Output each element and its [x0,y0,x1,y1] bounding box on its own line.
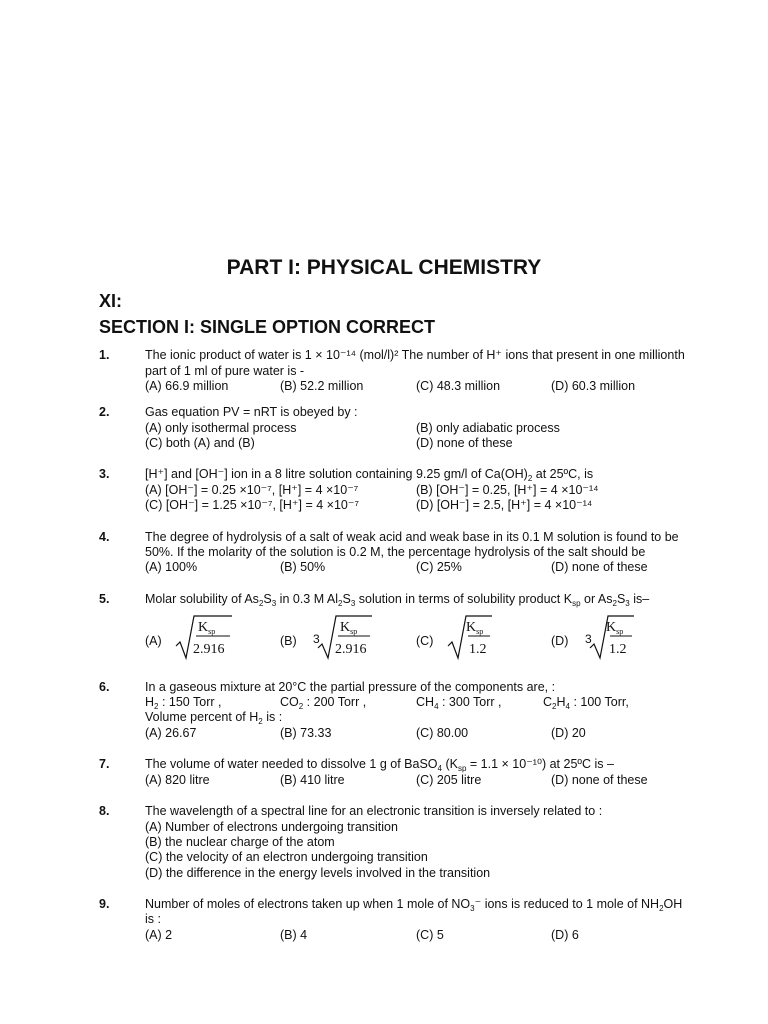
option-a: (A) [145,634,162,648]
option-a: (A) Number of electrons undergoing transition [145,820,398,834]
question-text-line-1: Number of moles of electrons taken up when 1 mole of $NO_3^-$ ions is reduced to 1 mole of $NH_2OH$ [145,897,683,913]
fraction-denominator: 2.916 [193,642,225,657]
option-c: (C) 5 [416,928,444,942]
option-b: (B) 73.33 [280,726,332,740]
question-number: 1. [99,348,110,362]
fraction-denominator: 2.916 [335,642,367,657]
option-a: (A) 100% [145,560,198,574]
question-text-line-2: is : [145,912,161,926]
question-number: 9. [99,897,110,911]
option-d: (D) the difference in the energy levels involved in the transition [145,866,491,880]
question-number: 5. [99,592,110,606]
option-a: (A) only isothermal process [145,421,297,435]
question-text-line-2: 50%. If the molarity of the solution is 0.2 M, the percentage hydrolysis of the salt should be [145,545,646,559]
question-number: 2. [99,405,110,419]
option-a: (A) 820 litre [145,773,210,787]
question-text-line-2: part of 1 ml of pure water is - [145,364,305,378]
partial-pressure-ch4: $CH_4$ : 300 Torr , [416,695,502,711]
question-text-line-1: The degree of hydrolysis of a salt of weak acid and weak base in its 0.1 M solution is found to be [145,530,679,544]
fraction-denominator: 1.2 [609,642,627,657]
option-d: (D) none of these [551,773,648,787]
cube-root-index: 3 [585,632,592,646]
question-number: 6. [99,680,110,694]
option-b: (B) 4 [280,928,308,942]
question-text-line-1: The ionic product of water is 1 × 10⁻¹⁴ (mol/l)² The number of H⁺ ions that present in one millionth [145,348,685,362]
question-text-line-1: In a gaseous mixture at 20°C the partial pressure of the components are, : [145,680,556,694]
option-d: (D) [551,634,569,648]
option-d: (D) 20 [551,726,586,740]
option-d: (D) 60.3 million [551,379,636,393]
option-b: (B) 410 litre [280,773,345,787]
option-b: (B) the nuclear charge of the atom [145,835,335,849]
partial-pressure-c2h4: $C_2H_4$ : 100 Torr, [543,695,629,711]
option-d: (D) none of these [416,436,513,450]
option-b: (B) 52.2 million [280,379,364,393]
question-text-line-1: [H⁺] and [OH⁻] ion in a 8 litre solution containing 9.25 gm/l of $Ca(OH)_2$ at 25ºC, is [145,467,594,483]
fraction-denominator: 1.2 [469,642,487,657]
option-b: (B) [280,634,297,648]
option-b: (B) [OH⁻] = 0.25, [H⁺] = 4 ×10⁻¹⁴ [416,483,599,497]
option-a: (A) 66.9 million [145,379,229,393]
option-c: (C) both (A) and (B) [145,436,255,450]
option-a: (A) 2 [145,928,173,942]
page-title: PART I: PHYSICAL CHEMISTRY [226,256,542,279]
question-number: 7. [99,757,110,771]
option-d: (D) 6 [551,928,579,942]
fraction-numerator: $K_{sp}$ [198,620,216,636]
question-text-line-1: The wavelength of a spectral line for an electronic transition is inversely related to : [145,804,603,818]
option-d: (D) [OH⁻] = 2.5, [H⁺] = 4 ×10⁻¹⁴ [416,498,593,512]
option-c: (C) 205 litre [416,773,482,787]
question-text-line-3: Volume percent of $H_2$ is : [145,710,283,726]
question-number: 3. [99,467,110,481]
question-number: 4. [99,530,110,544]
question-text-line-1: Molar solubility of $As_2S_3$ in 0.3 M $Al_2S_3$ solution in terms of solubility product $K_{sp}$ or $As_2S_3$ is– [145,592,650,608]
class-label: XI: [99,291,123,311]
cube-root-index: 3 [313,632,320,646]
partial-pressure-h2: $H_2$ : 150 Torr , [145,695,222,711]
option-c: (C) 48.3 million [416,379,501,393]
option-c: (C) 80.00 [416,726,469,740]
option-a: (A) [OH⁻] = 0.25 ×10⁻⁷, [H⁺] = 4 ×10⁻⁷ [145,483,359,497]
fraction-numerator: $K_{sp}$ [340,620,358,636]
option-c: (C) 25% [416,560,462,574]
option-a: (A) 26.67 [145,726,197,740]
section-heading: SECTION I: SINGLE OPTION CORRECT [99,317,436,337]
fraction-numerator: $K_{sp}$ [466,620,484,636]
option-d: (D) none of these [551,560,648,574]
fraction-numerator: $K_{sp}$ [606,620,624,636]
question-text-line-1: The volume of water needed to dissolve 1 g of BaSO$_4$ $(K_{sp} = 1.1 \times 10^{-10})$ at 25ºC is – [145,757,614,773]
question-number: 8. [99,804,110,818]
question-text-line-1: Gas equation PV = nRT is obeyed by : [145,405,358,419]
option-c: (C) the velocity of an electron undergoing transition [145,850,428,864]
option-b: (B) 50% [280,560,326,574]
option-c: (C) [416,634,434,648]
option-c: (C) [OH⁻] = 1.25 ×10⁻⁷, [H⁺] = 4 ×10⁻⁷ [145,498,360,512]
partial-pressure-co2: $CO_2$ : 200 Torr , [280,695,367,711]
option-b: (B) only adiabatic process [416,421,560,435]
